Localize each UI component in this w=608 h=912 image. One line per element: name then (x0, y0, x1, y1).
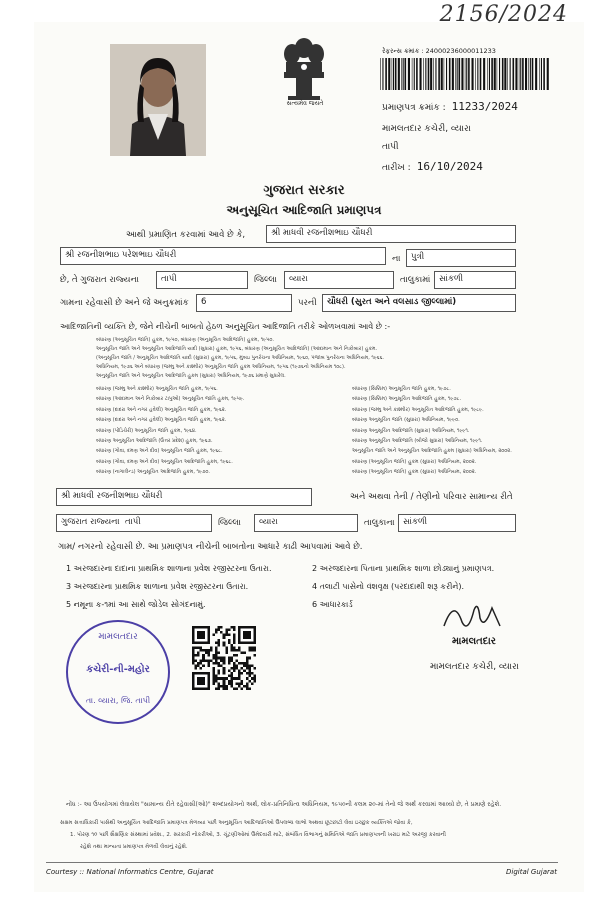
relation-prefix: ના (392, 254, 401, 264)
order-item: બંધારણ (અનુસૂચિત જાતિ) હુકમ (સુધારા) અધિનિયમ, ૨૦૦૨. (352, 469, 477, 476)
signatory-title: મામલતદાર (452, 636, 496, 647)
district-name: વ્યારા (284, 271, 394, 289)
footer-courtesy: Courtesy :: National Informatics Centre, Gujarat (46, 868, 214, 876)
taluka-label: તાલુકામાં (400, 275, 431, 285)
barcode (380, 58, 550, 90)
family-name: શ્રી માધવી રજનીશભાઇ ચૌધરી (56, 488, 312, 506)
order-item: બંધારણ (જમ્મુ અને કાશ્મીર) અનુસૂચિત આદિજાતિ હુકમ, ૧૯૮૯. (352, 406, 484, 413)
document-item: 5 નમૂના ક-૧માં આ સાથે જોડેલ સોગંદનામું. (66, 600, 206, 609)
footnote-line: 1. પોરણ ૧૦ પછી શૈક્ષણિક સંસ્થામાં પ્રવેશ., 2. સરકારી નોકરીઓ, 3. ચૂંટણીઓમાં ઉમેદવારી માટે, સંબંધિત વિભાગનું સમિતિએ જાતિ પ્રમાણપત્રની ખરાઇ માટે અરજી કરવાની (70, 832, 446, 838)
certificate-title: અનુસૂચિત આદિજાતિ પ્રમાણપત્ર (226, 203, 382, 217)
district2-label: જિલ્લા (218, 518, 241, 528)
applicant-name: શ્રી માધવી રજનીશભાઇ ચૌધરી (266, 225, 516, 243)
handwritten-reference: 2156/2024 (439, 2, 568, 27)
order-item: બંધારણ (સિક્કિમ) અનુસૂચિત આદિજાતિ હુકમ, ૧૯૭૮. (352, 396, 462, 403)
order-item: બંધારણ અનુસૂચિત જાતિ (સુધારા) અધિનિયમ, ૧૯૯૦. (352, 417, 460, 424)
footnote-line: રહેશે તથા માન્યતા પ્રમાણપત્ર મેળવી લેવાનું રહેશે. (80, 844, 188, 850)
signature-mark (440, 596, 510, 636)
father-name: શ્રી રજનીશભાઇ પરેશભાઇ ચૌધરી (60, 247, 386, 265)
village2-value: સાંકળી (398, 514, 516, 532)
order-line: (અનુસૂચિત જાતિ / અનુસૂચિત આદિજાતિ યાદી (સુધારા) હુકમ, ૧૯૫૬, મુંબઇ પુનર્રચના અધિનિયમ, ૧૯૬૦, પંજાબ પુનર્રચના અધિનિયમ, ૧૯૬૬. (96, 355, 384, 361)
order-item: બંધારણ (પોંડિચેરી) અનુસૂચિત જાતિ હુકમ, ૧૯૬૪. (96, 427, 197, 434)
village-value: સાંકળી (434, 271, 516, 289)
order-item: બંધારણ (ગોવા, દમણ અને દીવ) અનુસૂચિત જાતિ હુકમ, ૧૯૬૮. (96, 448, 223, 455)
order-item: બંધારણ (દાદરા અને નગર હવેલી) અનુસૂચિત જાતિ હુકમ, ૧૯૬૨. (96, 417, 227, 424)
district-label: જિલ્લા (254, 275, 277, 285)
order-item: બંધારણ (ગોવા, દમણ અને દીવ) અનુસૂચિત આદિજાતિ હુકમ, ૧૯૬૮. (96, 458, 233, 465)
order-line: અધિનિયમ, ૧૯૭૬ અને બંધારણ (જમ્મુ અને કાશ્મીર) અનુસૂચિત જાતિ હુકમ અધિનિયમ, ૧૯૫૬ (૧૯૭૬નો અધિનિયમ ૧૦૮). (96, 364, 346, 370)
issuing-district: તાપી (382, 142, 399, 152)
state-text: છે, તે ગુજરાત રાજ્યના (60, 275, 139, 285)
issue-date: તારીખ : 16/10/2024 (382, 160, 483, 173)
order-item: બંધારણ (જમ્મુ અને કાશ્મીર) અનુસૂચિત જાતિ હુકમ, ૧૯૫૬. (96, 386, 218, 392)
certify-text: આથી પ્રમાણિત કરવામાં આવે છે કે, (126, 230, 246, 240)
signatory-office: મામલતદાર કચેરી, વ્યારા (430, 662, 519, 672)
relation-value: પુત્રી (406, 249, 516, 267)
order-item: બંધારણ (દાદરા અને નગર હવેલી) અનુસૂચિત જાતિ હુકમ, ૧૯૬૨. (96, 406, 227, 413)
document-item: 4 તલાટી પાસેનો વંશવૃક્ષ (પરદાદાથી શરૂ કરીને). (312, 582, 464, 591)
order-line: અનુસૂચિત જાતિ અને અનુસૂચિત આદિજાતિ યાદી (સુધારા) હુકમ, ૧૯૫૬, બંધારણ (અનુસૂચિત આદિજાતિ) (આંદામાન અને નિકોબાર) હુકમ. (96, 346, 378, 352)
family-text: અને અથવા તેની / તેણીનો પરિવાર સામાન્ય રીતે (350, 492, 513, 502)
caste-prefix: પરની (298, 298, 317, 308)
document-item: 3 અરજદારના પ્રાથમિક શાળાના પ્રવેશ રજીસ્ટરના ઉતારા. (66, 582, 249, 591)
footer-brand: Digital Gujarat (506, 868, 557, 876)
caste-value: ચૌધરી (સુરત અને વલસાડ જીલ્લામાં) (322, 294, 516, 312)
document-item: 6 આધારકાર્ડ (312, 600, 353, 609)
order-line: અનુસૂચિત જાતિ અને અનુસૂચિત આદિજાતિ હુકમ (સુધારા) અધિનિયમ, ૧૯૭૬ પ્રમાણે સુધારેલ. (96, 373, 286, 379)
order-item: બંધારણ અનુસૂચિત આદિજાતિ (સુધારા) અધિનિયમ, ૧૯૯૧. (352, 427, 470, 434)
certificate-number: પ્રમાણપત્ર ક્રમાંક : 11233/2024 (382, 100, 518, 113)
document-item: 1 અરજદારના દાદાના પ્રાથમિક શાળાના પ્રવેશ રજીસ્ટરના ઉતારા. (66, 564, 272, 573)
village-text: ગામ/ નગરનો રહેવાસી છે. આ પ્રમાણપત્ર નીચેની બાબતોના આધારે કાઢી આપવામાં આવે છે. (58, 542, 363, 552)
order-item: બંધારણ (આંદામાન અને નિકોબાર ટાપુઓ) અનુસૂચિત જાતિ હુકમ, ૧૯૫૯. (96, 396, 245, 403)
district2-name: વ્યારા (254, 514, 358, 532)
note-text: નોંધ :- આ ઉપયોગમાં લેવાયેલ "સામાન્ય રીતે રહેવાસી(ઓ)" શબ્દપ્રયોગનો અર્થ, લોક-પ્રતિનિધિત્વ અધિનિયમ, ૧૯૫૦ની કલમ ૨૦-માં તેનો જે અર્થ કરવામાં આવ્યો છે, તે પ્રમાણે રહેશે. (66, 801, 502, 808)
national-emblem-icon (274, 30, 334, 110)
order-item: અનુસૂચિત જાતિ અને અનુસૂચિત આદિજાતિ હુકમ (સુધારા) અધિનિયમ, ૨૦૦૨. (352, 448, 512, 455)
document-item: 2 અરજદારના પિતાના પ્રાથમિક શાળા છોડ્યાનું પ્રમાણપત્ર. (312, 564, 495, 573)
government-heading: ગુજરાત સરકાર (263, 183, 345, 198)
order-item: બંધારણ (સિક્કિમ) અનુસૂચિત જાતિ હુકમ, ૧૯૭૮. (352, 386, 451, 392)
district-value: તાપી (156, 271, 248, 289)
issuing-office: મામલતદાર કચેરી, વ્યારા (382, 124, 471, 134)
serial-number: 6 (196, 294, 292, 312)
order-item: બંધારણ અનુસૂચિત આદિજાતિ (ઉત્તર પ્રદેશ) હુકમ, ૧૯૬૭. (96, 438, 213, 444)
order-item: બંધારણ (નાગાલેન્ડ) અનુસૂચિત આદિજાતિ હુકમ, ૧૯૭૦. (96, 469, 210, 476)
footnote-line: સક્ષમ સત્તાધિકારી પાસેથી અનુસૂચિત આદિજાતિ પ્રમાણપત્ર મેળવ્યા પછી અનુસૂચિત આદિજાતિઓ ઉપલબ્ધ લાભો અથવા છૂટછાટો લેવા ઇચ્છુક વ્યક્તિએ જોવા કે, (60, 820, 413, 826)
state2-value: ગુજરાત રાજ્યના તાપી (56, 514, 212, 532)
office-stamp: મામલતદાર કચેરી-ની-મહોર તા. વ્યારા, જિ. તાપી (66, 620, 170, 724)
applicant-photo (110, 44, 206, 156)
taluka2-label: તાલુકાના (364, 518, 395, 528)
order-item: બંધારણ (અનુસૂચિત જાતિ) હુકમ (સુધારા) અધિનિયમ, ૨૦૦૨. (352, 458, 477, 465)
emblem-motto: સત્યમેવ જયતે (286, 100, 324, 107)
order-item: બંધારણ અનુસૂચિત આદિજાતિ (બીજો સુધારા) અધિનિયમ, ૧૯૯૧. (352, 438, 483, 444)
order-line: બંધારણ (અનુસૂચિત જાતિ) હુકમ, ૧૯૫૦, બંધારણ (અનુસૂચિત આદિજાતિ) હુકમ, ૧૯૫૦. (96, 337, 275, 343)
qr-code (192, 626, 256, 690)
tribe-text: આદિજાતિની વ્યક્તિ છે, જેને નીચેની બાબતો હેઠળ અનુસૂચિત આદિજાતિ તરીકે ઓળખવામાં આવે છે :- (60, 322, 391, 331)
footer-divider (46, 862, 558, 863)
barcode-number: રેફરન્સ ક્રમાંક : 24000236000011233 (382, 47, 496, 55)
resident-text: ગામના રહેવાસી છે અને જે અનુક્રમાંક (60, 298, 189, 308)
